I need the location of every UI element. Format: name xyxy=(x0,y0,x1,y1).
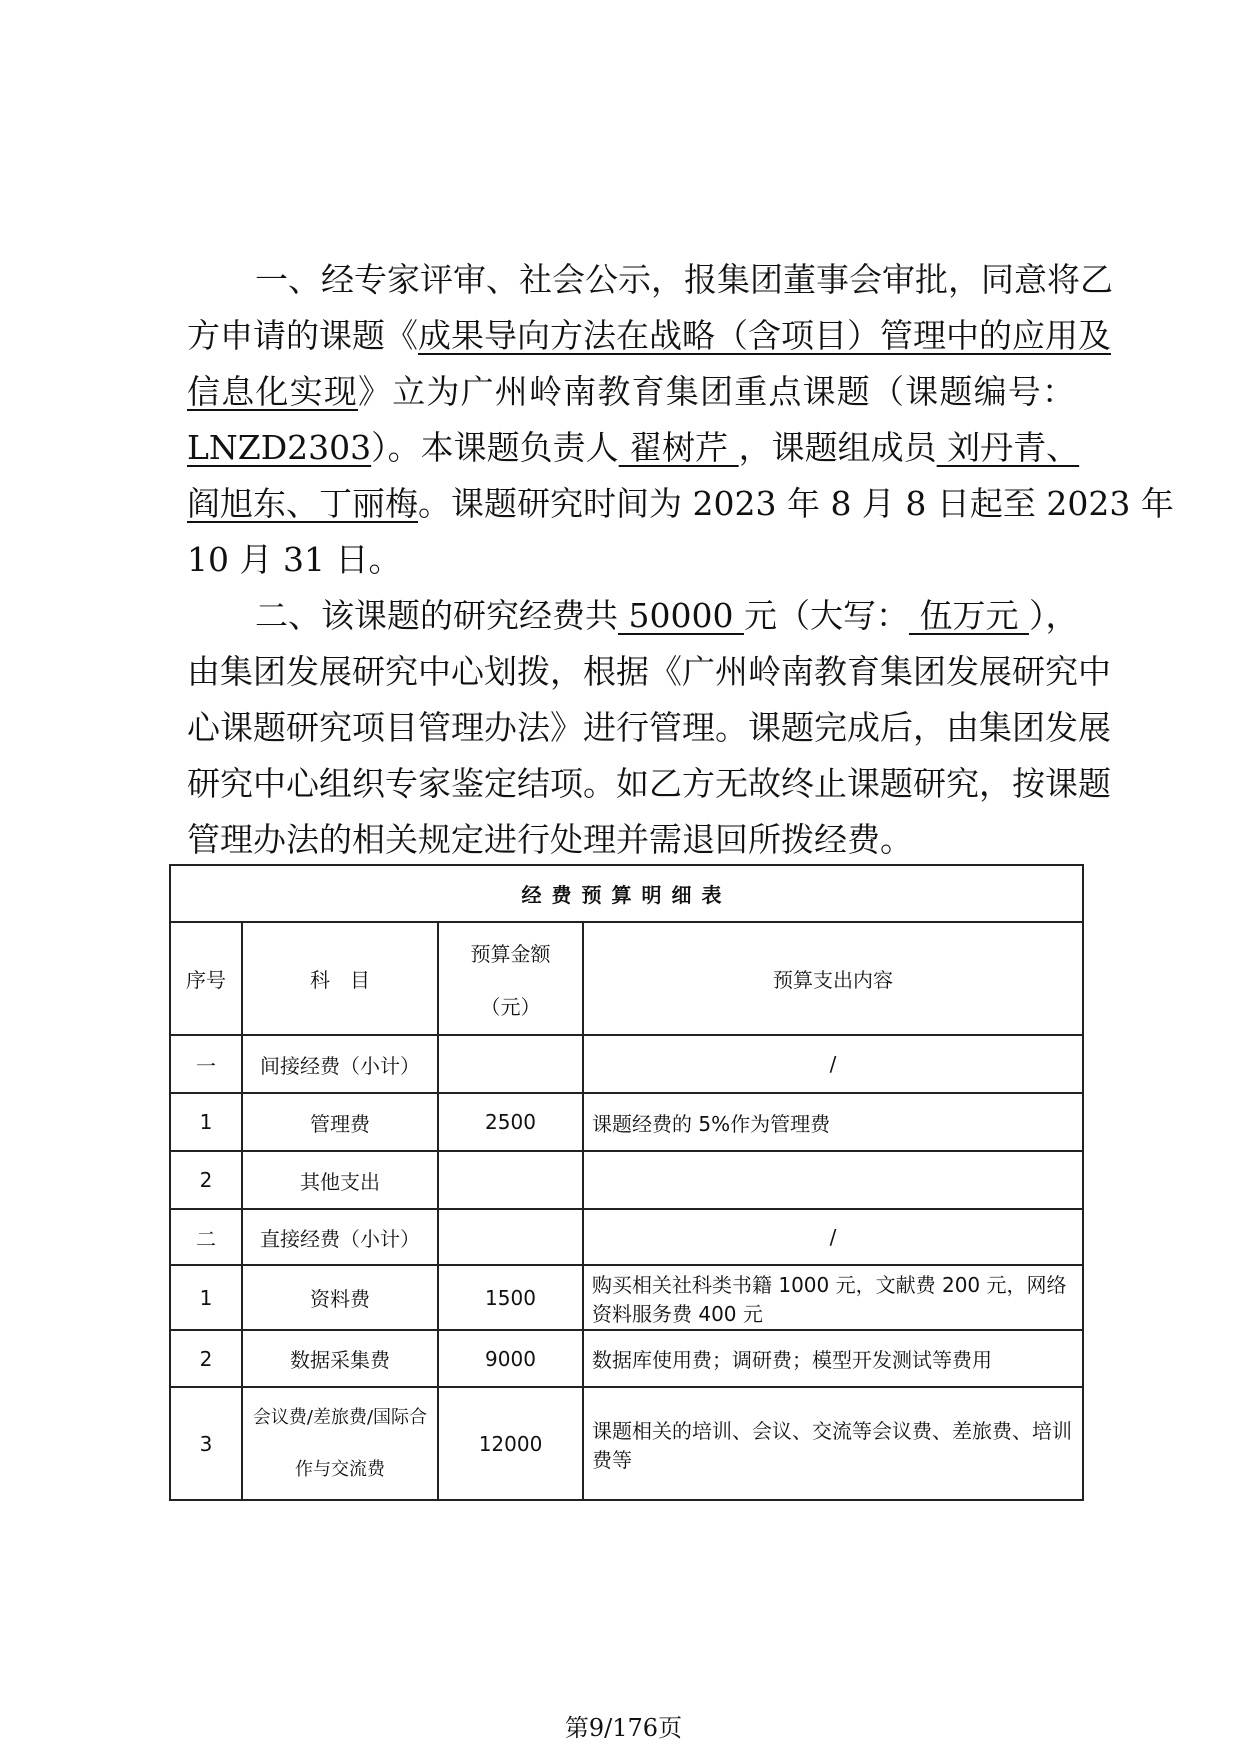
table-row xyxy=(170,1035,1083,1093)
para1-line6: 10 月 31 日。 xyxy=(187,540,402,579)
cell-subject: 直接经费（小计） xyxy=(242,1209,438,1265)
para2-line3: 心课题研究项目管理办法》进行管理。课题完成后，由集团发展 xyxy=(187,708,1111,747)
cell-no: 3 xyxy=(170,1387,242,1500)
header-subject: 科 目 xyxy=(242,922,438,1035)
body-text xyxy=(187,252,1174,868)
cell-no: 2 xyxy=(170,1330,242,1387)
para1-line4 xyxy=(187,420,1080,476)
cell-no: 1 xyxy=(170,1093,242,1151)
members-part1: 刘丹青、 xyxy=(936,428,1080,467)
table-header-row xyxy=(170,922,1083,1035)
cell-subject: 间接经费（小计） xyxy=(242,1035,438,1093)
cell-amount: 2500 xyxy=(438,1093,583,1151)
cell-content: 课题经费的 5%作为管理费 xyxy=(583,1093,1083,1151)
text: 元（大写： xyxy=(743,596,909,635)
funding-amount-words: 伍万元 xyxy=(908,596,1029,635)
para2-line1 xyxy=(187,588,1079,644)
table-title: 经费预算明细表 xyxy=(170,865,1083,922)
cell-subject: 管理费 xyxy=(242,1093,438,1151)
cell-amount xyxy=(438,1035,583,1093)
cell-no: 二 xyxy=(170,1209,242,1265)
header-no: 序号 xyxy=(170,922,242,1035)
members-part2: 阎旭东、丁丽梅 xyxy=(187,484,418,523)
cell-amount: 1500 xyxy=(438,1265,583,1330)
header-amount-line2: （元） xyxy=(480,994,541,1019)
project-title-part1: 成果导向方法在战略（含项目）管理中的应用及 xyxy=(418,316,1111,355)
cell-amount: 9000 xyxy=(438,1330,583,1387)
table-row xyxy=(170,1209,1083,1265)
cell-subject: 数据采集费 xyxy=(242,1330,438,1387)
cell-amount xyxy=(438,1151,583,1209)
cell-content: 购买相关社科类书籍 1000 元，文献费 200 元，网络资料服务费 400 元 xyxy=(583,1265,1083,1330)
table-row xyxy=(170,1387,1083,1500)
cell-content: 数据库使用费；调研费；模型开发测试等费用 xyxy=(583,1330,1083,1387)
budget-table xyxy=(169,864,1084,1501)
header-content: 预算支出内容 xyxy=(583,922,1083,1035)
cell-no: 一 xyxy=(170,1035,242,1093)
cell-subject: 资料费 xyxy=(242,1265,438,1330)
para1-line1: 一、经专家评审、社会公示，报集团董事会审批，同意将乙 xyxy=(255,260,1113,299)
text: 二、该课题的研究经费共 xyxy=(255,596,618,635)
text: 。课题研究时间为 2023 年 8 月 8 日起至 2023 年 xyxy=(418,484,1174,523)
header-amount-line1: 预算金额 xyxy=(470,941,551,966)
cell-amount: 12000 xyxy=(438,1387,583,1500)
cell-content: 课题相关的培训、会议、交流等会议费、差旅费、培训费等 xyxy=(583,1387,1083,1500)
text: ）。本课题负责人 xyxy=(371,428,619,467)
text: ，课题组成员 xyxy=(738,428,937,467)
cell-no: 1 xyxy=(170,1265,242,1330)
cell-amount xyxy=(438,1209,583,1265)
cell-no: 2 xyxy=(170,1151,242,1209)
table-row xyxy=(170,1265,1083,1330)
table-row xyxy=(170,1151,1083,1209)
text: ）， xyxy=(1028,596,1079,635)
para2-line5: 管理办法的相关规定进行处理并需退回所拨经费。 xyxy=(187,820,913,859)
project-leader: 翟树芹 xyxy=(618,428,739,467)
para2-line2: 由集团发展研究中心划拨，根据《广州岭南教育集团发展研究中 xyxy=(187,652,1111,691)
table-row xyxy=(170,1330,1083,1387)
text: 》立为广州岭南教育集团重点课题（课题编号： xyxy=(358,372,1075,411)
page-number: 第9/176页 xyxy=(564,1714,683,1742)
text: 方申请的课题《 xyxy=(187,316,418,355)
project-code: LNZD2303 xyxy=(187,428,372,467)
cell-content: / xyxy=(583,1035,1083,1093)
header-amount xyxy=(438,922,583,1035)
table-row xyxy=(170,1093,1083,1151)
project-title-part2: 信息化实现 xyxy=(187,372,358,411)
cell-subject: 会议费/差旅费/国际合作与交流费 xyxy=(242,1387,438,1500)
para1-line3 xyxy=(187,364,1075,420)
para1-line5 xyxy=(187,476,1174,532)
funding-amount: 50000 xyxy=(618,596,744,635)
cell-content: / xyxy=(583,1209,1083,1265)
para1-line2 xyxy=(187,308,1111,364)
cell-content xyxy=(583,1151,1083,1209)
cell-subject: 其他支出 xyxy=(242,1151,438,1209)
para2-line4: 研究中心组织专家鉴定结项。如乙方无故终止课题研究，按课题 xyxy=(187,764,1111,803)
